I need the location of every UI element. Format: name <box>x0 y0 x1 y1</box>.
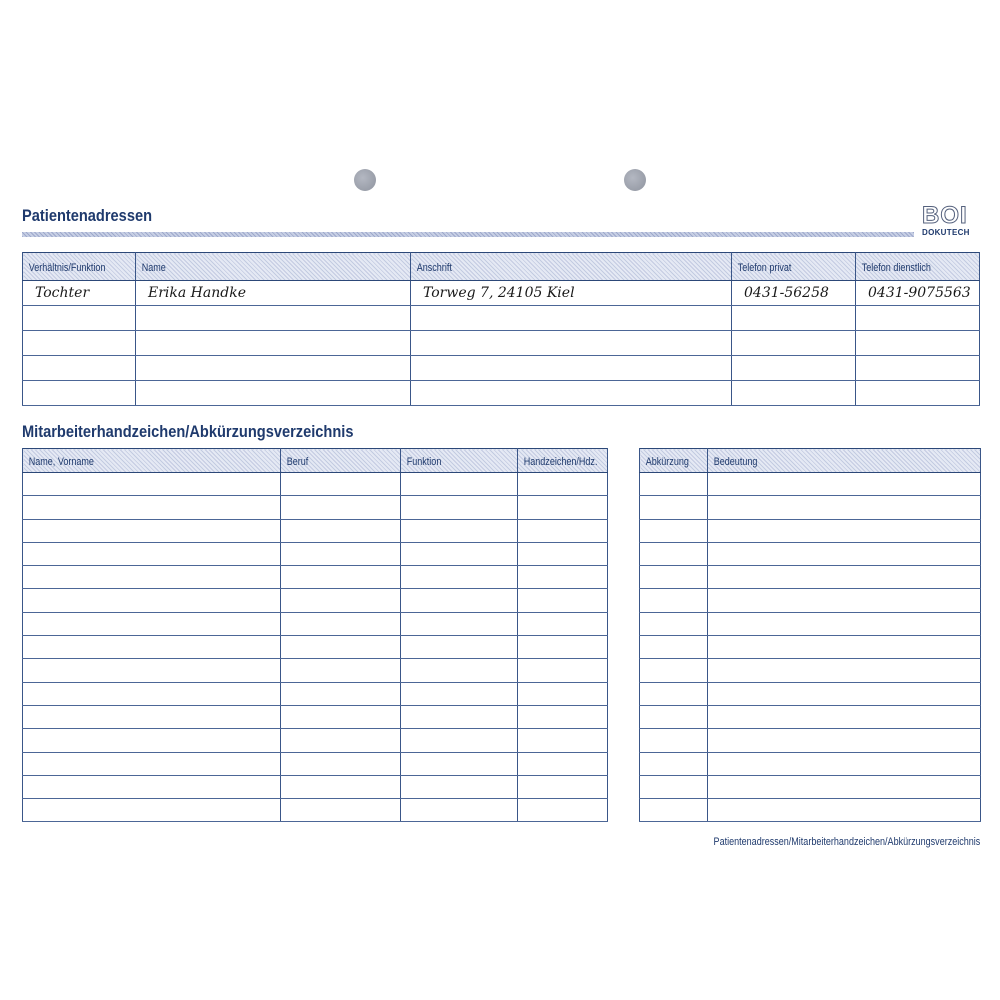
table-cell[interactable] <box>732 381 856 406</box>
table-cell[interactable] <box>856 281 980 306</box>
table-cell[interactable] <box>281 636 401 659</box>
table-cell[interactable] <box>401 705 518 728</box>
table-cell[interactable] <box>23 566 281 589</box>
table-row <box>640 729 981 752</box>
table-cell[interactable] <box>518 636 608 659</box>
table-cell[interactable] <box>518 566 608 589</box>
column-header-label: Beruf <box>286 455 309 468</box>
table-cell[interactable] <box>23 542 281 565</box>
table-cell[interactable] <box>640 589 708 612</box>
table-cell[interactable] <box>732 331 856 356</box>
table-cell[interactable] <box>281 705 401 728</box>
section-title-staff: Mitarbeiterhandzeichen/Abkürzungsverzeichnis <box>22 422 354 441</box>
table-cell[interactable] <box>136 331 411 356</box>
table-row <box>640 799 981 822</box>
table-cell[interactable] <box>136 381 411 406</box>
table-cell[interactable] <box>401 752 518 775</box>
table-cell[interactable] <box>518 612 608 635</box>
table-header-row <box>23 253 980 281</box>
table-row <box>23 306 980 331</box>
column-header <box>411 253 732 281</box>
table-cell[interactable] <box>23 589 281 612</box>
table-cell[interactable] <box>401 542 518 565</box>
table-cell[interactable] <box>708 589 981 612</box>
handwritten-entry: Tochter <box>35 285 90 301</box>
footer-caption: Patientenadressen/Mitarbeiterhandzeichen/Abkürzungsverzeichnis <box>713 836 980 848</box>
table-cell[interactable] <box>640 496 708 519</box>
column-header <box>23 449 281 473</box>
table-cell[interactable] <box>136 306 411 331</box>
section-title-patient-addresses: Patientenadressen <box>22 206 153 225</box>
column-header-label: Handzeichen/Hdz. <box>523 455 598 468</box>
table-cell[interactable] <box>281 542 401 565</box>
table-cell[interactable] <box>640 682 708 705</box>
patient-address-table <box>22 252 980 406</box>
table-cell[interactable] <box>640 705 708 728</box>
table-row <box>23 729 608 752</box>
table-row <box>640 589 981 612</box>
table-cell[interactable] <box>856 381 980 406</box>
table-row <box>23 496 608 519</box>
column-header <box>281 449 401 473</box>
title-rule <box>22 232 914 237</box>
table-cell[interactable] <box>732 306 856 331</box>
table-cell[interactable] <box>708 775 981 798</box>
column-header-label: Bedeutung <box>713 455 758 468</box>
table-row <box>23 331 980 356</box>
table-cell[interactable] <box>640 636 708 659</box>
table-cell[interactable] <box>281 752 401 775</box>
table-cell[interactable] <box>518 496 608 519</box>
table-row <box>23 356 980 381</box>
handwritten-entry: 0431-9075563 <box>868 285 971 301</box>
table-cell[interactable] <box>411 381 732 406</box>
handwritten-entry: 0431-56258 <box>744 285 829 301</box>
table-cell[interactable] <box>23 306 136 331</box>
table-row <box>640 542 981 565</box>
table-cell[interactable] <box>708 519 981 542</box>
staff-initials-table <box>22 448 608 822</box>
table-cell[interactable] <box>518 705 608 728</box>
table-cell[interactable] <box>401 496 518 519</box>
table-cell[interactable] <box>732 356 856 381</box>
column-header-label: Funktion <box>406 455 442 468</box>
table-cell[interactable] <box>281 682 401 705</box>
table-row <box>640 566 981 589</box>
table-cell[interactable] <box>708 659 981 682</box>
table-cell[interactable] <box>411 331 732 356</box>
table-row <box>23 752 608 775</box>
table-row <box>23 682 608 705</box>
table-cell[interactable] <box>401 799 518 822</box>
column-header <box>23 253 136 281</box>
table-cell[interactable] <box>708 705 981 728</box>
logo-mark: BOI <box>922 202 968 229</box>
table-cell[interactable] <box>23 682 281 705</box>
table-cell[interactable] <box>708 473 981 496</box>
table-cell[interactable] <box>640 566 708 589</box>
table-cell[interactable] <box>23 612 281 635</box>
column-header <box>640 449 708 473</box>
table-cell[interactable] <box>281 775 401 798</box>
table-row <box>23 612 608 635</box>
table-cell[interactable] <box>640 729 708 752</box>
table-row <box>640 496 981 519</box>
table-cell[interactable] <box>23 331 136 356</box>
table-cell[interactable] <box>640 473 708 496</box>
logo <box>922 204 984 238</box>
table-cell[interactable] <box>23 729 281 752</box>
table-cell[interactable] <box>23 473 281 496</box>
table-cell[interactable] <box>708 682 981 705</box>
table-cell[interactable] <box>281 566 401 589</box>
table-row <box>640 519 981 542</box>
table-cell[interactable] <box>281 612 401 635</box>
table-row <box>23 381 980 406</box>
table-row <box>640 752 981 775</box>
table-cell[interactable] <box>708 612 981 635</box>
table-cell[interactable] <box>281 589 401 612</box>
table-header-row <box>23 449 608 473</box>
table-cell[interactable] <box>708 752 981 775</box>
column-header-label: Telefon dienstlich <box>861 261 931 274</box>
table-cell[interactable] <box>640 659 708 682</box>
table-cell[interactable] <box>518 799 608 822</box>
table-cell[interactable] <box>856 306 980 331</box>
table-row <box>23 566 608 589</box>
table-cell[interactable] <box>401 566 518 589</box>
handwritten-entry: Erika Handke <box>148 285 246 301</box>
column-header <box>136 253 411 281</box>
table-row <box>23 281 980 306</box>
table-cell[interactable] <box>401 636 518 659</box>
table-cell[interactable] <box>401 612 518 635</box>
table-cell[interactable] <box>518 682 608 705</box>
column-header <box>518 449 608 473</box>
column-header-label: Anschrift <box>416 261 452 274</box>
table-cell[interactable] <box>411 306 732 331</box>
table-cell[interactable] <box>136 281 411 306</box>
table-cell[interactable] <box>23 636 281 659</box>
punch-hole-right <box>624 169 646 191</box>
table-cell[interactable] <box>281 659 401 682</box>
table-row <box>23 473 608 496</box>
column-header-label: Telefon privat <box>737 261 792 274</box>
table-cell[interactable] <box>708 496 981 519</box>
table-cell[interactable] <box>640 519 708 542</box>
table-cell[interactable] <box>401 519 518 542</box>
table-cell[interactable] <box>281 729 401 752</box>
logo-text: DOKUTECH <box>922 228 970 237</box>
table-cell[interactable] <box>640 775 708 798</box>
table-cell[interactable] <box>518 659 608 682</box>
table-row <box>640 636 981 659</box>
table-row <box>23 799 608 822</box>
table-cell[interactable] <box>401 589 518 612</box>
column-header-label: Abkürzung <box>645 455 689 468</box>
table-cell[interactable] <box>518 729 608 752</box>
table-row <box>640 612 981 635</box>
table-cell[interactable] <box>23 356 136 381</box>
table-cell[interactable] <box>411 281 732 306</box>
table-cell[interactable] <box>708 636 981 659</box>
table-row <box>23 519 608 542</box>
table-cell[interactable] <box>518 775 608 798</box>
table-row <box>23 775 608 798</box>
table-cell[interactable] <box>518 473 608 496</box>
abbreviation-table <box>639 448 981 822</box>
table-cell[interactable] <box>708 729 981 752</box>
column-header-label: Verhältnis/Funktion <box>28 261 106 274</box>
column-header <box>401 449 518 473</box>
table-cell[interactable] <box>640 612 708 635</box>
table-cell[interactable] <box>518 752 608 775</box>
table-cell[interactable] <box>856 356 980 381</box>
table-cell[interactable] <box>401 473 518 496</box>
table-header-row <box>640 449 981 473</box>
table-cell[interactable] <box>732 281 856 306</box>
table-cell[interactable] <box>281 799 401 822</box>
table-cell[interactable] <box>23 775 281 798</box>
table-row <box>23 659 608 682</box>
table-cell[interactable] <box>708 566 981 589</box>
table-row <box>23 705 608 728</box>
table-cell[interactable] <box>411 356 732 381</box>
table-cell[interactable] <box>23 281 136 306</box>
table-cell[interactable] <box>401 682 518 705</box>
table-cell[interactable] <box>23 705 281 728</box>
table-row <box>640 659 981 682</box>
table-cell[interactable] <box>856 331 980 356</box>
table-row <box>23 589 608 612</box>
table-cell[interactable] <box>281 496 401 519</box>
table-cell[interactable] <box>401 775 518 798</box>
table-cell[interactable] <box>281 519 401 542</box>
table-cell[interactable] <box>708 799 981 822</box>
column-header <box>732 253 856 281</box>
handwritten-entry: Torweg 7, 24105 Kiel <box>423 285 575 301</box>
table-cell[interactable] <box>401 659 518 682</box>
column-header-label: Name <box>141 261 166 274</box>
table-row <box>640 682 981 705</box>
table-row <box>23 636 608 659</box>
table-cell[interactable] <box>23 381 136 406</box>
table-cell[interactable] <box>23 799 281 822</box>
table-cell[interactable] <box>401 729 518 752</box>
table-cell[interactable] <box>708 542 981 565</box>
table-cell[interactable] <box>518 589 608 612</box>
table-row <box>640 473 981 496</box>
table-row <box>640 705 981 728</box>
column-header <box>856 253 980 281</box>
table-cell[interactable] <box>136 356 411 381</box>
table-cell[interactable] <box>640 752 708 775</box>
table-row <box>640 775 981 798</box>
table-cell[interactable] <box>640 542 708 565</box>
table-cell[interactable] <box>518 519 608 542</box>
column-header <box>708 449 981 473</box>
table-cell[interactable] <box>23 752 281 775</box>
table-cell[interactable] <box>518 542 608 565</box>
table-cell[interactable] <box>23 659 281 682</box>
table-cell[interactable] <box>23 519 281 542</box>
table-cell[interactable] <box>23 496 281 519</box>
column-header-label: Name, Vorname <box>28 455 94 468</box>
punch-hole-left <box>354 169 376 191</box>
table-cell[interactable] <box>281 473 401 496</box>
table-row <box>23 542 608 565</box>
table-cell[interactable] <box>640 799 708 822</box>
